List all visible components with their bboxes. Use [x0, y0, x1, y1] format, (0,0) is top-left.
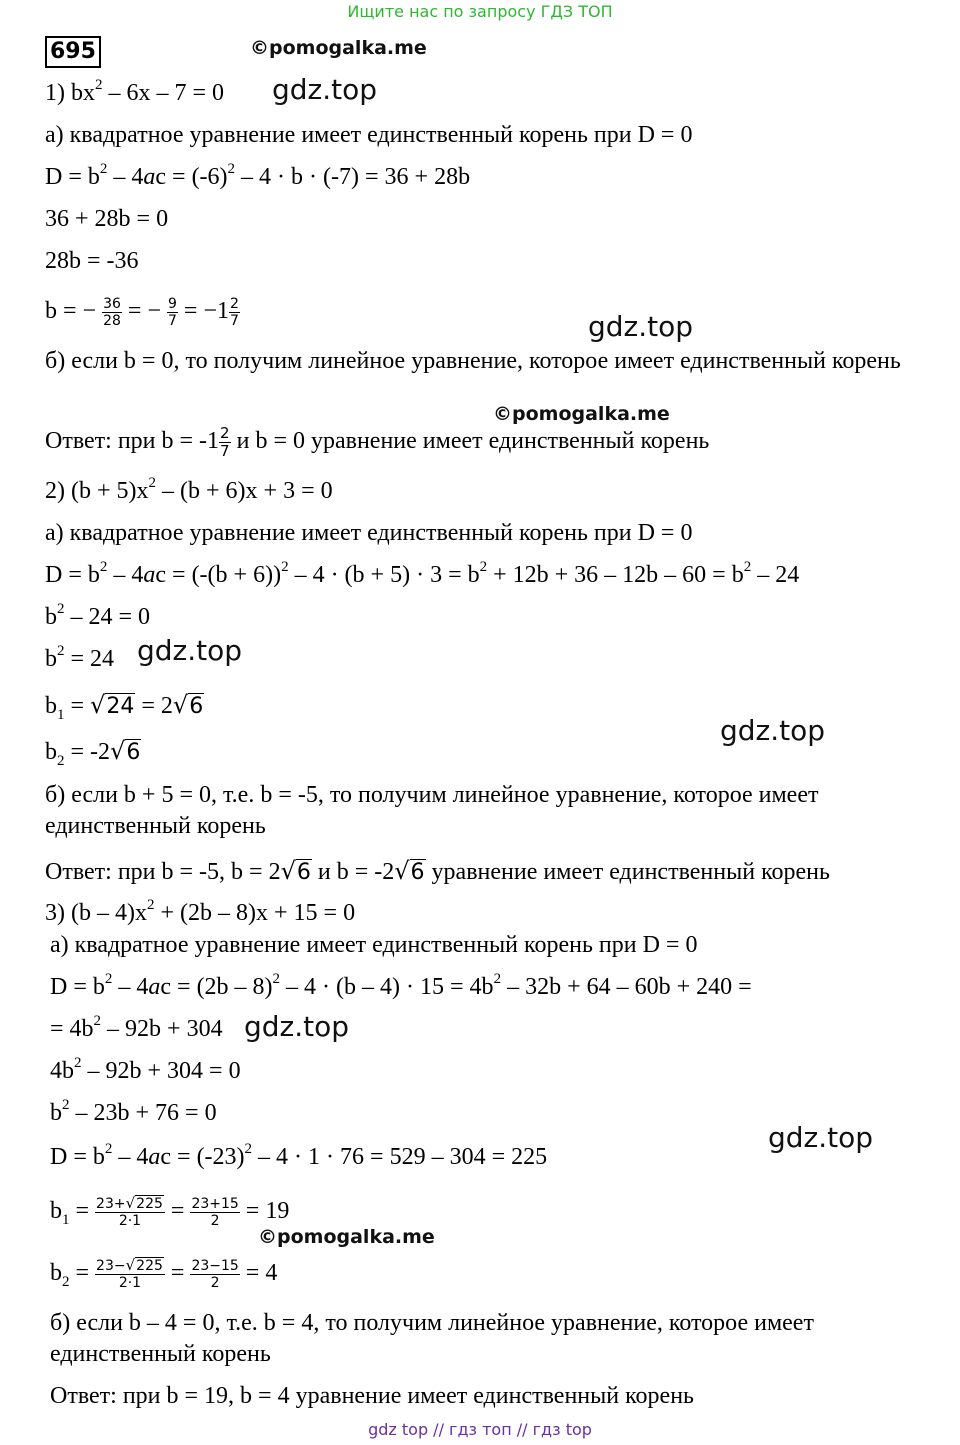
- part3-discriminant-cont: = $4b^2 - 92b + 304$: [50, 1013, 223, 1042]
- part3-discriminant2: $D = b^2 - 4ac = (-23)^2 - 4 \cdot 1 \cdot 76 = 529 - 304 = 225$: [50, 1141, 548, 1170]
- part2-condition: а) квадратное уравнение имеет единственный корень при D = 0: [45, 520, 693, 546]
- top-banner: Ищите нас по запросу ГДЗ ТОП: [347, 2, 613, 21]
- gdz-watermark: gdz.top: [272, 73, 378, 106]
- part2-case-b: б) если b + 5 = 0, т.е. b = -5, то получим линейное уравнение, которое имеет единственный корень: [45, 782, 819, 839]
- part3-line: $b^2 - 23b + 76 = 0$: [50, 1097, 217, 1126]
- part2-b1: $b_1 = √24 = 2√6$: [45, 691, 204, 723]
- part2-answer: Ответ: при b = -5, b = 2√6 и b = -2√6 уравнение имеет единственный корень: [45, 857, 830, 885]
- part1-answer: Ответ: при b = -1 $\frac{2}{7}$ и b = 0 уравнение имеет единственный корень: [45, 424, 710, 460]
- pomogalka-watermark: ©pomogalka.me: [493, 403, 670, 425]
- part3-discriminant: $D = b^2 - 4ac = (2b - 8)^2 - 4 \cdot (b - 4) \cdot 15 = 4b^2 - 32b + 64 - 60b + 240$ =: [50, 971, 752, 1000]
- part2-b2: $b_2 = -2√6$: [45, 737, 141, 769]
- part1-equation: 1) $bx^2 - 6x - 7 = 0$: [45, 77, 225, 106]
- part1-b-value: b = − $\frac{36}{28}$ = − $\frac{9}{7}$ = −1 $\frac{2}{7}$: [45, 295, 239, 329]
- part1-condition: а) квадратное уравнение имеет единственный корень при D = 0: [45, 122, 693, 148]
- part3-condition: а) квадратное уравнение имеет единственный корень при D = 0: [50, 932, 698, 958]
- part2-equation: 2) $(b + 5)x^2 - (b + 6)x + 3 = 0$: [45, 475, 333, 504]
- part3-b2: $b_2$ = $\frac{23-√225}{2\cdot 1}$ = $\frac{23-15}{2}$ = 4: [50, 1256, 278, 1292]
- gdz-watermark: gdz.top: [588, 310, 694, 343]
- part1-discriminant: $D = b^2 - 4ac = (-6)^2 - 4 \cdot b \cdot (-7) = 36 + 28b$: [45, 161, 471, 190]
- part2-line: $b^2 - 24 = 0$: [45, 601, 151, 630]
- problem-number: 695: [45, 36, 101, 68]
- gdz-watermark: gdz.top: [768, 1121, 874, 1154]
- part2-line: $b^2 = 24$: [45, 643, 115, 672]
- part1-line: 28b = -36: [45, 248, 139, 274]
- part2-discriminant: $D = b^2 - 4ac = (-(b + 6))^2 - 4 \cdot (b + 5) \cdot 3 = b^2 + 12b + 36 - 12b - 60 = b^2 - 24$: [45, 559, 800, 588]
- bottom-banner[interactable]: gdz top // гдз топ // гдз top: [368, 1420, 592, 1439]
- part1-case-b: б) если b = 0, то получим линейное уравнение, которое имеет единственный корень: [45, 348, 901, 374]
- pomogalka-watermark: ©pomogalka.me: [258, 1226, 435, 1248]
- part1-line: 36 + 28b = 0: [45, 206, 169, 232]
- gdz-watermark: gdz.top: [720, 714, 826, 747]
- part3-equation: 3) $(b - 4)x^2 + (2b - 8)x + 15 = 0$: [45, 897, 356, 926]
- part3-answer: Ответ: при b = 19, b = 4 уравнение имеет единственный корень: [50, 1383, 694, 1409]
- part3-case-b: б) если b – 4 = 0, т.е. b = 4, то получим линейное уравнение, которое имеет единственный корень: [50, 1310, 814, 1367]
- part3-b1: $b_1$ = $\frac{23+√225}{2\cdot 1}$ = $\frac{23+15}{2}$ = 19: [50, 1194, 290, 1230]
- part3-line: $4b^2 - 92b + 304 = 0$: [50, 1055, 241, 1084]
- gdz-watermark: gdz.top: [137, 634, 243, 667]
- gdz-watermark: gdz.top: [244, 1010, 350, 1043]
- pomogalka-watermark: ©pomogalka.me: [250, 37, 427, 59]
